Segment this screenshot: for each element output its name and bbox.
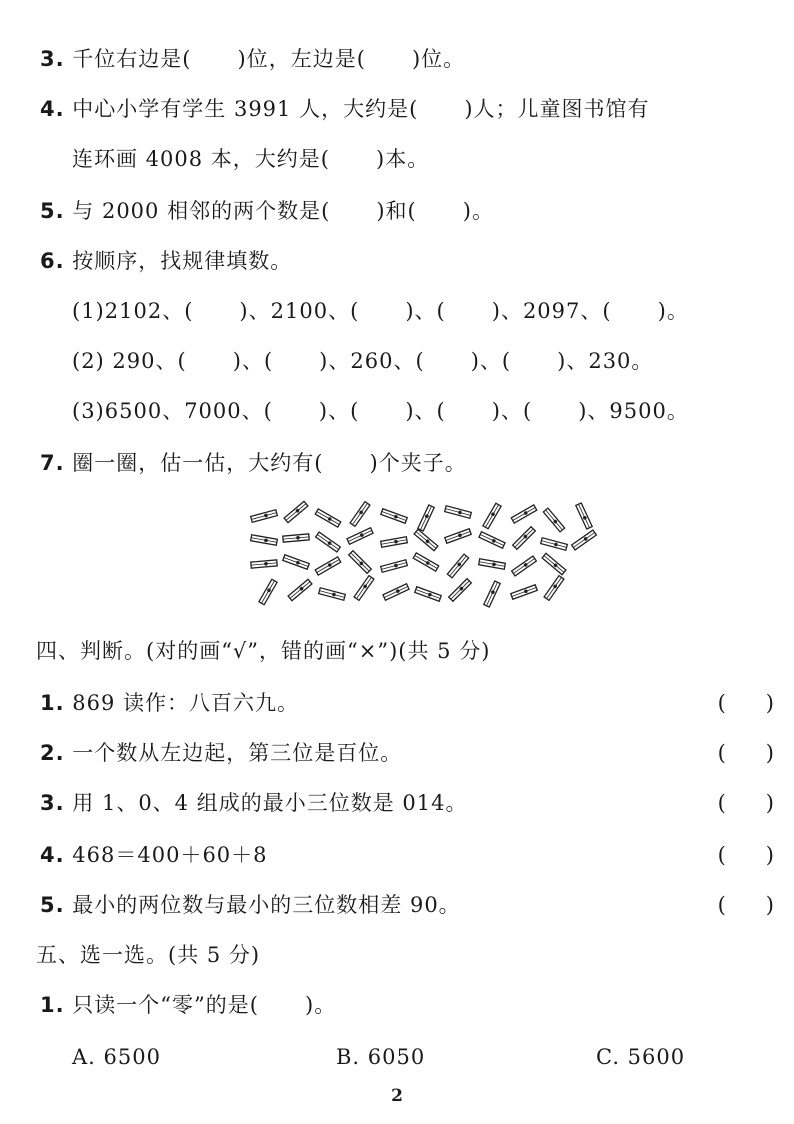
question-6: 6. 按顺序，找规律填数。: [40, 249, 293, 273]
judge-item-3: 3. 用 1、0、4 组成的最小三位数是 014。: [40, 791, 468, 815]
sequence-2: (2) 290、( )、( )、260、( )、( )、230。: [72, 349, 654, 373]
option-a[interactable]: A. 6500: [72, 1045, 161, 1069]
sequence-3: (3)6500、7000、( )、( )、( )、( )、9500。: [72, 399, 689, 423]
option-b[interactable]: B. 6050: [336, 1045, 426, 1069]
section-5-title: 五、选一选。(共 5 分): [36, 943, 261, 967]
page-number: 2: [391, 1086, 403, 1106]
choice-question-1: 1. 只读一个“零”的是( )。: [40, 993, 337, 1017]
question-4-continued: 连环画 4008 本，大约是( )本。: [72, 147, 430, 171]
answer-paren-1[interactable]: ( ): [717, 691, 774, 715]
clothespins-illustration: [248, 496, 608, 616]
judge-item-1: 1. 869 读作：八百六九。: [40, 691, 300, 715]
clothespin-icon: [251, 501, 597, 607]
answer-paren-3[interactable]: ( ): [717, 791, 774, 815]
question-5: 5. 与 2000 相邻的两个数是( )和( )。: [40, 199, 494, 223]
answer-paren-5[interactable]: ( ): [717, 893, 774, 917]
question-3: 3. 千位右边是( )位，左边是( )位。: [40, 47, 466, 71]
sequence-1: (1)2102、( )、2100、( )、( )、2097、( )。: [72, 299, 689, 323]
answer-paren-2[interactable]: ( ): [717, 741, 774, 765]
question-4: 4. 中心小学有学生 3991 人，大约是( )人；儿童图书馆有: [40, 97, 650, 121]
section-4-title: 四、判断。(对的画“√”，错的画“×”)(共 5 分): [36, 639, 491, 663]
answer-paren-4[interactable]: ( ): [717, 843, 774, 867]
option-c[interactable]: C. 5600: [596, 1045, 686, 1069]
question-7: 7. 圈一圈，估一估，大约有( )个夹子。: [40, 451, 467, 475]
judge-item-4: 4. 468＝400＋60＋8: [40, 843, 268, 867]
judge-item-2: 2. 一个数从左边起，第三位是百位。: [40, 741, 403, 765]
judge-item-5: 5. 最小的两位数与最小的三位数相差 90。: [40, 893, 461, 917]
